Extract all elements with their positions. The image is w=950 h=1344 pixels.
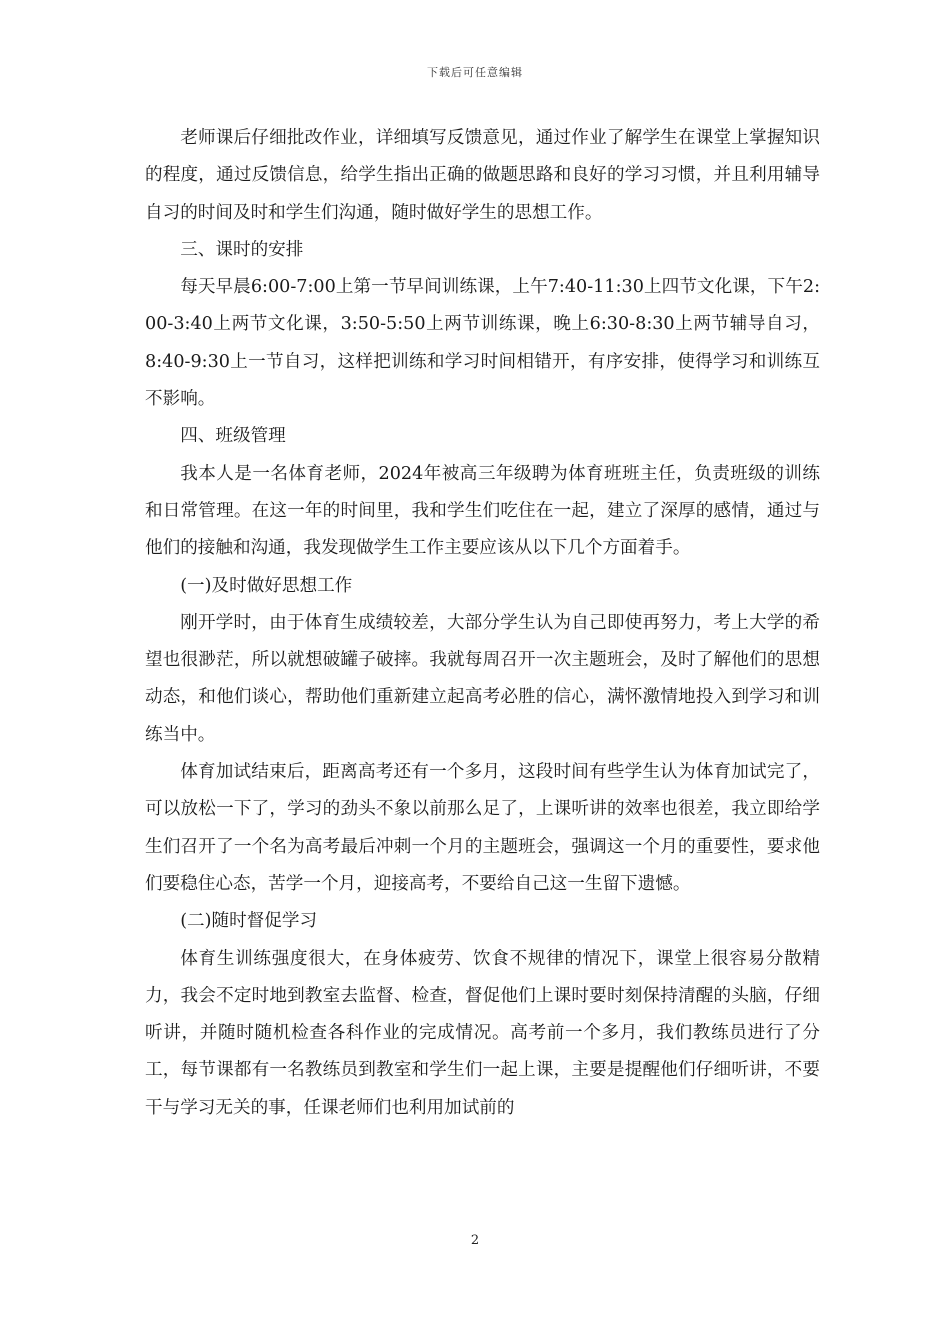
page-number: 2 [470, 1233, 480, 1248]
paragraph: 老师课后仔细批改作业，详细填写反馈意见，通过作业了解学生在课堂上掌握知识的程度，通过反馈信息，给学生指出正确的做题思路和良好的学习习惯，并且利用辅导自习的时间及时和学生们沟通，随时做好学生的思想工作。 [145, 128, 820, 223]
page-header: 下载后可任意编辑 [427, 66, 523, 79]
subsection-heading: (一)及时做好思想工作 [180, 575, 353, 596]
paragraph: 体育加试结束后，距离高考还有一个多月，这段时间有些学生认为体育加试完了，可以放松一下了，学习的劲头不象以前那么足了，上课听讲的效率也很差，我立即给学生们召开了一个名为高考最后冲刺一个月的主题班会，强调这一个月的重要性，要求他们要稳住心态，苦学一个月，迎接高考，不要给自己这一生留下遗憾。 [145, 762, 820, 894]
paragraph: 体育生训练强度很大，在身体疲劳、饮食不规律的情况下，课堂上很容易分散精力，我会不定时地到教室去监督、检查，督促他们上课时要时刻保持清醒的头脑，仔细听讲，并随时随机检查各科作业的完成情况。高考前一个多月，我们教练员进行了分工，每节课都有一名教练员到教室和学生们一起上课，主要是提醒他们仔细听讲，不要干与学习无关的事，任课老师们也利用加试前的 [145, 948, 820, 1118]
section-heading: 四、班级管理 [180, 426, 286, 447]
subsection-heading: (二)随时督促学习 [180, 911, 318, 932]
paragraph: 我本人是一名体育老师，2024年被高三年级聘为体育班班主任，负责班级的训练和日常管理。在这一年的时间里，我和学生们吃住在一起，建立了深厚的感情，通过与他们的接触和沟通，我发现做学生工作主要应该从以下几个方面着手。 [145, 463, 820, 559]
section-heading: 三、课时的安排 [180, 239, 304, 260]
paragraph: 每天早晨6:00-7:00上第一节早间训练课，上午7:40-11:30上四节文化课，下午2:00-3:40上两节文化课，3:50-5:50上两节训练课，晚上6:30-8:30上两节辅导自习，8:40-9:30上一节自习，这样把训练和学习时间相错开，有序安排，使得学习和训练互不影响。 [145, 277, 820, 410]
document-body [145, 120, 820, 1127]
paragraph: 刚开学时，由于体育生成绩较差，大部分学生认为自己即使再努力，考上大学的希望也很渺茫，所以就想破罐子破摔。我就每周召开一次主题班会，及时了解他们的思想动态，和他们谈心，帮助他们重新建立起高考必胜的信心，满怀激情地投入到学习和训练当中。 [145, 612, 820, 745]
